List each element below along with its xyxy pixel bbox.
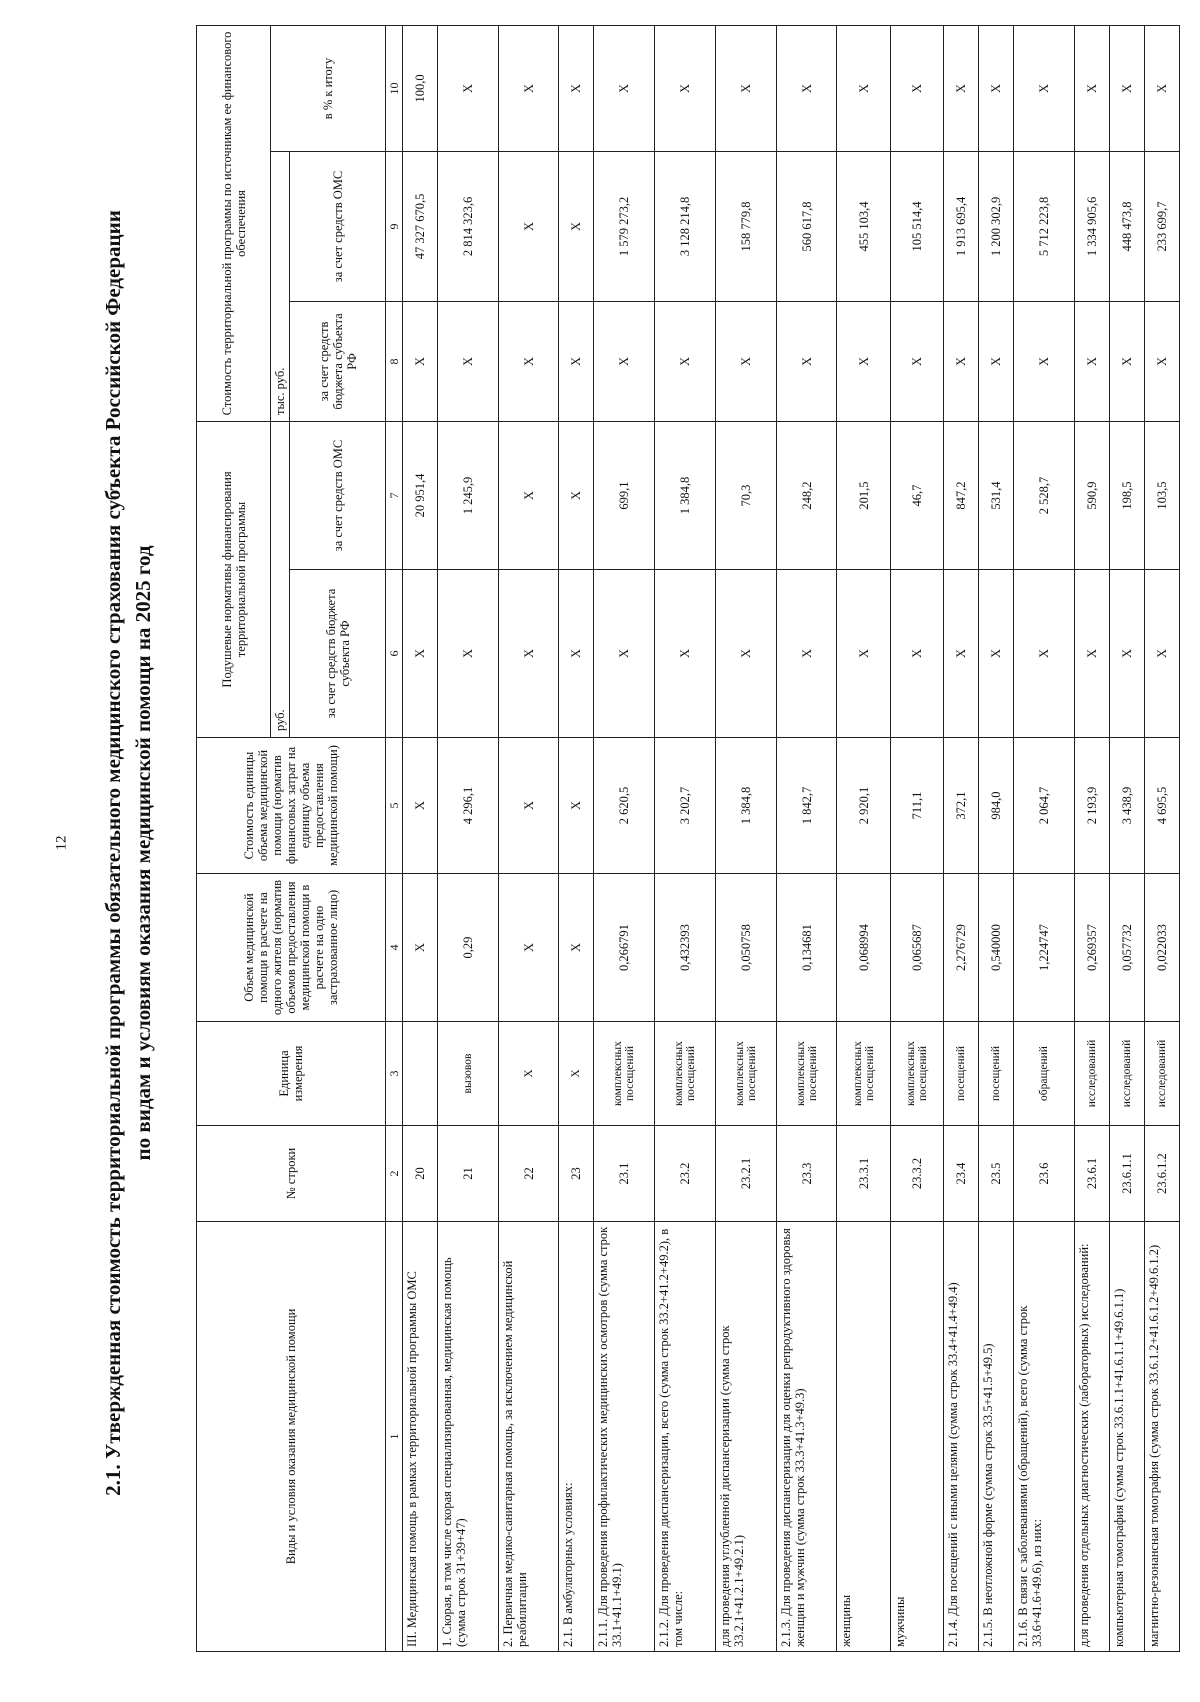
row-percent: X (655, 25, 716, 151)
row-per-capita-oms: 2 528,7 (1014, 421, 1075, 569)
table-row (837, 25, 890, 1651)
row-unit: комплексных посещений (776, 1022, 837, 1126)
row-per-capita-oms: 46,7 (890, 421, 943, 569)
row-unit-cost: X (498, 738, 559, 874)
row-total-oms: 448 473,8 (1109, 151, 1144, 301)
row-total-oms: 560 617,8 (776, 151, 837, 301)
row-unit-cost: 4 296,1 (437, 738, 498, 874)
row-percent: X (594, 25, 655, 151)
row-volume: 0,266791 (594, 874, 655, 1022)
column-number: 1 (386, 1222, 403, 1652)
row-volume: 1,224747 (1014, 874, 1075, 1022)
header-line-no: № строки (197, 1126, 386, 1222)
row-unit (403, 1022, 438, 1126)
row-volume: 0,068994 (837, 874, 890, 1022)
row-per-capita-budget: X (944, 570, 979, 738)
row-unit-cost: 1 842,7 (776, 738, 837, 874)
row-unit-cost: 3 202,7 (655, 738, 716, 874)
header-unit-rub: руб. (271, 421, 290, 737)
column-number: 2 (386, 1126, 403, 1222)
row-unit-cost: 2 620,5 (594, 738, 655, 874)
row-unit-cost: 3 438,9 (1109, 738, 1144, 874)
row-per-capita-oms: 531,4 (979, 421, 1014, 569)
row-per-capita-oms: 20 951,4 (403, 421, 438, 569)
column-number: 5 (386, 738, 403, 874)
row-name: 2.1. В амбулаторных условиях: (559, 1222, 594, 1652)
row-volume: X (403, 874, 438, 1022)
row-per-capita-oms: 1 384,8 (655, 421, 716, 569)
row-name: III. Медицинская помощь в рамках территориальной программы ОМС (403, 1222, 438, 1652)
table-row (403, 25, 438, 1651)
table-row (655, 25, 716, 1651)
document-title (98, 23, 158, 1683)
row-total-oms: 1 579 273,2 (594, 151, 655, 301)
row-per-capita-budget: X (403, 570, 438, 738)
cost-table-container (196, 26, 1180, 1652)
row-per-capita-budget: X (1074, 570, 1109, 738)
row-volume: 0,134681 (776, 874, 837, 1022)
row-name: 2.1.3. Для проведения диспансеризации для оценки репродуктивного здоровья женщин и мужчин (сумма строк 33.3+41.3+49.3) (776, 1222, 837, 1652)
row-total-oms: 1 200 302,9 (979, 151, 1014, 301)
row-total-budget: X (1014, 301, 1075, 421)
row-unit: X (498, 1022, 559, 1126)
row-line-number: 23.2.1 (715, 1126, 776, 1222)
row-total-budget: X (498, 301, 559, 421)
row-unit-cost: X (559, 738, 594, 874)
row-name: 2.1.5. В неотложной форме (сумма строк 33.5+41.5+49.5) (979, 1222, 1014, 1652)
table-row (1109, 25, 1144, 1651)
row-percent: 100,0 (403, 25, 438, 151)
table-row (715, 25, 776, 1651)
table-row (1074, 25, 1109, 1651)
header-unit-cost: Стоимость единицы объема медицинской помощи (норматив финансовых затрат на единицу объема предоставления медицинской помощи) (197, 738, 386, 874)
row-total-oms: 158 779,8 (715, 151, 776, 301)
row-line-number: 23.6.1.2 (1144, 1126, 1179, 1222)
header-tc-oms: за счет средств ОМС (290, 151, 386, 301)
table-row (890, 25, 943, 1651)
row-total-budget: X (655, 301, 716, 421)
row-total-oms: X (559, 151, 594, 301)
table-row (944, 25, 979, 1651)
row-volume: X (498, 874, 559, 1022)
row-total-oms: 5 712 223,8 (1014, 151, 1075, 301)
header-percent-total: в % к итогу (271, 25, 386, 151)
row-per-capita-oms: X (498, 421, 559, 569)
row-volume: 0,29 (437, 874, 498, 1022)
row-total-oms: 233 699,7 (1144, 151, 1179, 301)
row-per-capita-oms: 1 245,9 (437, 421, 498, 569)
table-row (498, 25, 559, 1651)
row-per-capita-budget: X (1109, 570, 1144, 738)
column-number: 7 (386, 421, 403, 569)
header-per-capita-group: Подушевые нормативы финансирования территориальной программы (197, 421, 271, 737)
row-total-oms: 105 514,4 (890, 151, 943, 301)
row-unit-cost: 2 064,7 (1014, 738, 1075, 874)
row-volume: 0,065687 (890, 874, 943, 1022)
row-volume: 0,050758 (715, 874, 776, 1022)
row-per-capita-budget: X (559, 570, 594, 738)
row-line-number: 23.4 (944, 1126, 979, 1222)
row-per-capita-budget: X (890, 570, 943, 738)
row-line-number: 23.6.1.1 (1109, 1126, 1144, 1222)
row-percent: X (837, 25, 890, 151)
row-total-budget: X (559, 301, 594, 421)
row-percent: X (1144, 25, 1179, 151)
row-name: компьютерная томография (сумма строк 33.6.1.1+41.6.1.1+49.6.1.1) (1109, 1222, 1144, 1652)
row-line-number: 23.3.2 (890, 1126, 943, 1222)
row-unit: посещений (944, 1022, 979, 1126)
row-volume: 0,269357 (1074, 874, 1109, 1022)
row-total-budget: X (979, 301, 1014, 421)
table-row (1014, 25, 1075, 1651)
row-per-capita-budget: X (715, 570, 776, 738)
row-total-budget: X (776, 301, 837, 421)
row-percent: X (776, 25, 837, 151)
column-number: 6 (386, 570, 403, 738)
row-unit: комплексных посещений (837, 1022, 890, 1126)
row-volume: 0,022033 (1144, 874, 1179, 1022)
row-name: 2.1.6. В связи с заболеваниями (обращений), всего (сумма строк 33.6+41.6+49.6), из них: (1014, 1222, 1075, 1652)
row-unit: исследований (1109, 1022, 1144, 1126)
row-per-capita-oms: 103,5 (1144, 421, 1179, 569)
row-total-oms: 1 913 695,4 (944, 151, 979, 301)
row-name: для проведения углубленной диспансеризации (сумма строк 33.2.1+41.2.1+49.2.1) (715, 1222, 776, 1652)
row-per-capita-budget: X (498, 570, 559, 738)
row-total-budget: X (890, 301, 943, 421)
header-pc-oms: за счет средств ОМС (290, 421, 386, 569)
row-volume: 0,432393 (655, 874, 716, 1022)
table-row (437, 25, 498, 1651)
row-per-capita-oms: 699,1 (594, 421, 655, 569)
row-per-capita-budget: X (979, 570, 1014, 738)
row-name: 2.1.1. Для проведения профилактических медицинских осмотров (сумма строк 33.1+41.1+49.1) (594, 1222, 655, 1652)
row-per-capita-budget: X (594, 570, 655, 738)
row-line-number: 23.6.1 (1074, 1126, 1109, 1222)
cost-table (196, 25, 1180, 1652)
row-unit: комплексных посещений (594, 1022, 655, 1126)
row-line-number: 23.2 (655, 1126, 716, 1222)
row-volume: 0,540000 (979, 874, 1014, 1022)
row-volume: 2,276729 (944, 874, 979, 1022)
row-unit: X (559, 1022, 594, 1126)
row-unit: комплексных посещений (715, 1022, 776, 1126)
column-number: 9 (386, 151, 403, 301)
row-per-capita-oms: 198,5 (1109, 421, 1144, 569)
row-percent: X (1074, 25, 1109, 151)
header-kinds: Виды и условия оказания медицинской помощи (197, 1222, 386, 1652)
row-per-capita-oms: 847,2 (944, 421, 979, 569)
row-unit: комплексных посещений (890, 1022, 943, 1126)
page-number: 12 (53, 835, 70, 851)
column-number-row (386, 25, 403, 1651)
row-volume: X (559, 874, 594, 1022)
row-unit-cost: 1 384,8 (715, 738, 776, 874)
row-total-oms: 3 128 214,8 (655, 151, 716, 301)
row-total-oms: 2 814 323,6 (437, 151, 498, 301)
table-row (979, 25, 1014, 1651)
row-unit-cost: 2 193,9 (1074, 738, 1109, 874)
row-percent: X (890, 25, 943, 151)
row-line-number: 23 (559, 1126, 594, 1222)
row-unit: исследований (1074, 1022, 1109, 1126)
row-unit: посещений (979, 1022, 1014, 1126)
row-total-budget: X (715, 301, 776, 421)
row-unit-cost: 711,1 (890, 738, 943, 874)
row-percent: X (979, 25, 1014, 151)
row-line-number: 21 (437, 1126, 498, 1222)
row-percent: X (715, 25, 776, 151)
row-total-budget: X (1074, 301, 1109, 421)
row-line-number: 23.3 (776, 1126, 837, 1222)
row-unit: обращений (1014, 1022, 1075, 1126)
row-unit: вызовов (437, 1022, 498, 1126)
table-row (776, 25, 837, 1651)
header-unit: Единица измерения (197, 1022, 386, 1126)
row-percent: X (1109, 25, 1144, 151)
row-line-number: 23.6 (1014, 1126, 1075, 1222)
row-percent: X (559, 25, 594, 151)
header-program-cost-group: Стоимость территориальной программы по источникам ее финансового обеспечения (197, 25, 271, 421)
row-per-capita-budget: X (1014, 570, 1075, 738)
table-body (403, 25, 1180, 1651)
row-per-capita-oms: 590,9 (1074, 421, 1109, 569)
row-line-number: 22 (498, 1126, 559, 1222)
title-line-2: по видам и условиям оказания медицинской помощи на 2025 год (131, 545, 155, 1161)
row-percent: X (437, 25, 498, 151)
row-total-budget: X (437, 301, 498, 421)
title-line-1: 2.1. Утвержденная стоимость территориальной программы обязательного медицинского страхования субъекта Российской Федерации (101, 210, 125, 1496)
row-total-budget: X (944, 301, 979, 421)
row-unit-cost: 372,1 (944, 738, 979, 874)
header-pc-budget: за счет средств бюджета субъекта РФ (290, 570, 386, 738)
row-line-number: 23.3.1 (837, 1126, 890, 1222)
row-per-capita-oms: X (559, 421, 594, 569)
column-number: 10 (386, 25, 403, 151)
row-name: магнитно-резонансная томография (сумма строк 33.6.1.2+41.6.1.2+49.6.1.2) (1144, 1222, 1179, 1652)
row-percent: X (498, 25, 559, 151)
row-total-oms: 455 103,4 (837, 151, 890, 301)
row-total-budget: X (403, 301, 438, 421)
row-unit-cost: X (403, 738, 438, 874)
row-per-capita-budget: X (655, 570, 716, 738)
row-per-capita-oms: 248,2 (776, 421, 837, 569)
row-name: 1. Скорая, в том числе скорая специализированная, медицинская помощь (сумма строк 31+39+47) (437, 1222, 498, 1652)
row-percent: X (1014, 25, 1075, 151)
column-number: 8 (386, 301, 403, 421)
row-unit-cost: 984,0 (979, 738, 1014, 874)
row-volume: 0,057732 (1109, 874, 1144, 1022)
row-per-capita-oms: 201,5 (837, 421, 890, 569)
header-unit-thous-rub: тыс. руб. (271, 151, 290, 421)
row-line-number: 23.1 (594, 1126, 655, 1222)
row-name: 2.1.4. Для посещений с иными целями (сумма строк 33.4+41.4+49.4) (944, 1222, 979, 1652)
row-per-capita-budget: X (837, 570, 890, 738)
header-tc-budget: за счет средств бюджета субъекта РФ (290, 301, 386, 421)
table-row (594, 25, 655, 1651)
row-unit: комплексных посещений (655, 1022, 716, 1126)
row-line-number: 23.5 (979, 1126, 1014, 1222)
table-row (559, 25, 594, 1651)
row-unit-cost: 4 695,5 (1144, 738, 1179, 874)
row-per-capita-budget: X (1144, 570, 1179, 738)
row-per-capita-budget: X (437, 570, 498, 738)
column-number: 4 (386, 874, 403, 1022)
row-total-oms: X (498, 151, 559, 301)
row-name: женщины (837, 1222, 890, 1652)
row-name: 2.1.2. Для проведения диспансеризации, всего (сумма строк 33.2+41.2+49.2), в том числе: (655, 1222, 716, 1652)
row-total-oms: 1 334 905,6 (1074, 151, 1109, 301)
row-unit-cost: 2 920,1 (837, 738, 890, 874)
row-name: мужчины (890, 1222, 943, 1652)
row-per-capita-oms: 70,3 (715, 421, 776, 569)
row-total-oms: 47 327 670,5 (403, 151, 438, 301)
row-total-budget: X (1109, 301, 1144, 421)
row-total-budget: X (837, 301, 890, 421)
column-number: 3 (386, 1022, 403, 1126)
row-total-budget: X (594, 301, 655, 421)
row-percent: X (944, 25, 979, 151)
row-name: для проведения отдельных диагностических (лабораторных) исследований: (1074, 1222, 1109, 1652)
row-per-capita-budget: X (776, 570, 837, 738)
row-unit: исследований (1144, 1022, 1179, 1126)
header-volume: Объем медицинской помощи в расчете на одного жителя (норматив объемов предоставления медицинской помощи в расчете на одно застрахованное лицо) (197, 874, 386, 1022)
table-row (1144, 25, 1179, 1651)
row-total-budget: X (1144, 301, 1179, 421)
row-line-number: 20 (403, 1126, 438, 1222)
row-name: 2. Первичная медико-санитарная помощь, за исключением медицинской реабилитации (498, 1222, 559, 1652)
